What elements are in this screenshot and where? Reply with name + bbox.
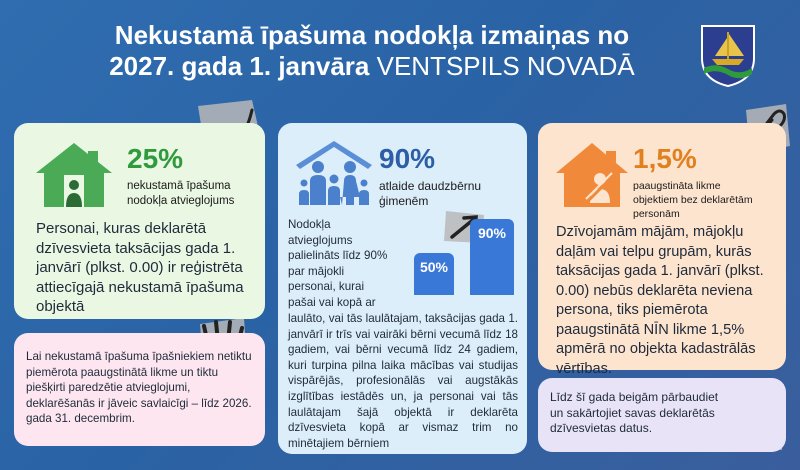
relief-subtitle <box>127 179 234 209</box>
discount-intro-line: par mājokli <box>288 264 345 278</box>
rate-subtitle-line-2: objektiem bez deklarētām <box>633 194 753 206</box>
relief-description: Personai, kuras deklarētā dzīvesvieta taksācijas gada 1. janvārī (plkst. 0.00) ir reģistrēta attiecīgajā nekustamā īpašuma objektā <box>36 220 244 315</box>
relief-subtitle-line-1: nekustamā īpašuma <box>127 180 231 192</box>
title-line-1: Nekustamā īpašuma nodokļa izmaiņas no <box>114 20 630 50</box>
discount-intro-line: atvieglojums <box>288 233 353 247</box>
card-deadline-note <box>14 333 265 446</box>
check-data-text: Līdz šī gada beigām pārbaudiet un sakārtojiet savas deklarētās dzīvesvietas datus. <box>550 390 719 436</box>
title-line-2 <box>52 51 692 82</box>
discount-bar-chart <box>410 211 526 295</box>
house-icon <box>30 137 118 209</box>
discount-intro-line: palielināts līdz 90% <box>288 249 388 263</box>
card-tax-relief <box>14 123 265 319</box>
discount-intro-line: personai, kurai <box>288 280 365 294</box>
rate-percent: 1,5% <box>633 143 697 174</box>
relief-subtitle-line-2: nodokļa atvieglojums <box>127 195 235 207</box>
discount-intro-line: pašai vai kopā ar <box>288 295 376 309</box>
ventspils-crest-icon <box>698 22 758 88</box>
page-title <box>52 20 692 82</box>
discount-description: laulāto, vai tās laulātajam, taksācijas gada 1. janvārī ir trīs vai vairāki bērni vecumā līdz 18 gadiem, vai bērni vecumā līdz 24 gadiem, kuri turpina pilna laika mācības vai studijas vispārējās, profesionālās vai augstākās izglītības iestādēs un, ja personai vai tās laulātajam šajā objektā ir deklarēta dzīvesvieta kopā ar vismaz trim no minētajiem bērniem <box>288 312 518 450</box>
family-icon <box>292 139 376 209</box>
card-check-data-note <box>538 378 786 452</box>
rate-subtitle <box>633 179 753 221</box>
rate-subtitle-line-1: paaugstināta likme <box>633 180 721 192</box>
card-increased-rate <box>538 123 786 377</box>
discount-percent: 90% <box>379 143 436 174</box>
bar-50: 50% <box>414 253 454 295</box>
deadline-text: Lai nekustamā īpašuma īpašniekiem netiktu piemērota paaugstinātā likme un tiktu piešķirti paredzētie atvieglojumi, deklarēšanās ir jāveic savlaicīgi – līdz 2026. gada 31. decembrim. <box>26 350 252 426</box>
title-date: 2027. gada 1. janvāra <box>109 51 370 81</box>
discount-intro-line: Nodokļa <box>288 218 331 231</box>
discount-subtitle-line-1: atlaide daudzbērnu <box>379 179 482 193</box>
discount-subtitle-line-2: ģimenēm <box>379 194 429 208</box>
relief-percent: 25% <box>127 143 184 174</box>
bar-90: 90% <box>470 219 514 295</box>
title-region: VENTSPILS NOVADĀ <box>376 51 635 81</box>
rate-subtitle-line-3: personām <box>633 208 680 220</box>
discount-intro <box>288 217 416 311</box>
house-no-person-icon <box>552 139 632 209</box>
rate-description: Dzīvojamām mājām, mājokļu daļām vai telpu grupām, kurās taksācijas gada 1. janvārī (plkst. 0.00) nebūs deklarēta neviena persona, tiks piemērota paaugstinātā NĪN likme 1,5% apmērā no objekta kadastrālās vērtības. <box>556 224 764 377</box>
discount-subtitle <box>379 179 481 209</box>
card-large-family-discount <box>278 123 527 454</box>
